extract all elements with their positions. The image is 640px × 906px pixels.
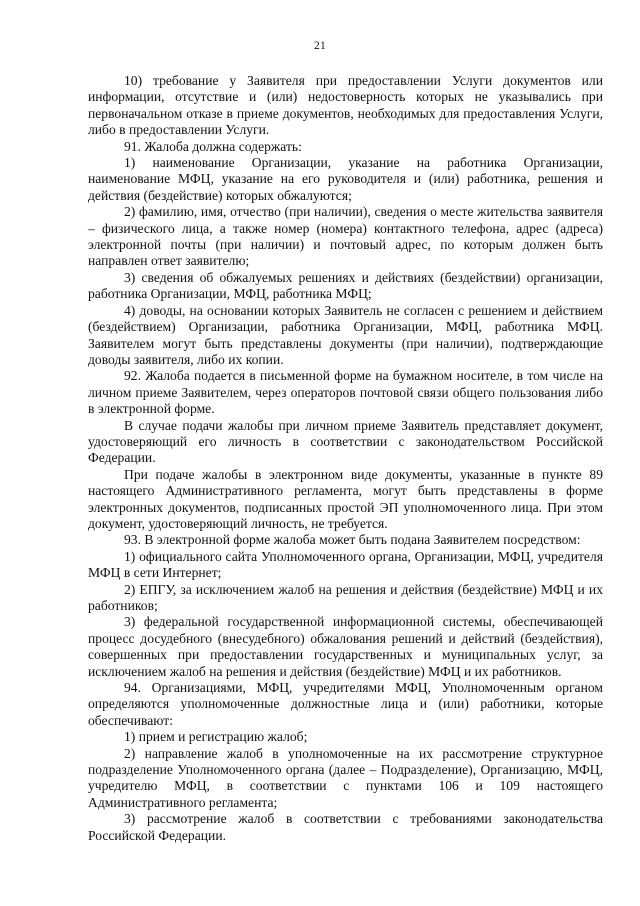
paragraph-93-item-2: 2) ЕПГУ, за исключением жалоб на решения и действия (бездействие) МФЦ и их работников; xyxy=(88,581,603,613)
paragraph-94-item-2: 2) направление жалоб в уполномоченные на их рассмотрение структурное подразделение Уполномоченного органа (далее – Подразделение), Организацию, МФЦ, учредителю МФЦ, в соответствии с пунктами 106 и 109 настоящего Административного регламента; xyxy=(88,745,603,810)
paragraph-93-item-3: 3) федеральной государственной информационной системы, обеспечивающей процесс досудебного (внесудебного) обжалования решений и действий (бездействия), совершенных при предоставлении государственных и муниципальных услуг, за исключением жалоб на решения и действия (бездействие) МФЦ и их работников. xyxy=(88,614,603,679)
paragraph-94-heading: 94. Организациями, МФЦ, учредителями МФЦ, Уполномоченным органом определяются уполномоченные должностные лица и (или) работники, которые обеспечивают: xyxy=(88,680,603,728)
paragraph-91-item-2: 2) фамилию, имя, отчество (при наличии), сведения о месте жительства заявителя – физического лица, а также номер (номера) контактного телефона, адрес (адреса) электронной почты (при наличии) и почтовый адрес, по которым должен быть направлен ответ заявителю; xyxy=(88,204,603,269)
paragraph-92-electronic-submission: При подаче жалобы в электронном виде документы, указанные в пункте 89 настоящего Административного регламента, могут быть представлены в форме электронных документов, подписанных простой ЭП уполномоченного лица. При этом документ, удостоверяющий личность, не требуется. xyxy=(88,466,603,531)
paragraph-94-item-1: 1) прием и регистрацию жалоб; xyxy=(124,729,308,745)
paragraph-92-personal-reception: В случае подачи жалобы при личном приеме Заявитель представляет документ, удостоверяющий его личность в соответствии с законодательством Российской Федерации. xyxy=(88,417,603,466)
paragraph-item-10-requirement: 10) требование у Заявителя при предоставлении Услуги документов или информации, отсутствие и (или) недостоверность которых не указывались при первоначальном отказе в приеме документов, необходимых для предоставления Услуги, либо в предоставлении Услуги. xyxy=(88,73,603,138)
paragraph-92: 92. Жалоба подается в письменной форме на бумажном носителе, в том числе на личном приеме Заявителем, через операторов почтовой связи общего пользования либо в электронной форме. xyxy=(88,368,603,417)
paragraph-91-heading: 91. Жалоба должна содержать: xyxy=(124,138,302,154)
page-number: 21 xyxy=(314,40,326,52)
paragraph-91-item-1: 1) наименование Организации, указание на работника Организации, наименование МФЦ, указание на его руководителя и (или) работника, решения и действия (бездействие) которых обжалуются; xyxy=(88,155,603,203)
paragraph-93-heading: 93. В электронной форме жалоба может быть подана Заявителем посредством: xyxy=(124,532,581,548)
paragraph-91-item-3: 3) сведения об обжалуемых решениях и действиях (бездействии) организации, работника Организации, МФЦ, работника МФЦ; xyxy=(88,269,603,302)
document-body xyxy=(88,73,603,844)
paragraph-91-item-4: 4) доводы, на основании которых Заявитель не согласен с решением и действием (бездействием) Организации, работника Организации, МФЦ, работника МФЦ. Заявителем могут быть представлены документы (при наличии), подтверждающие доводы заявителя, либо их копии. xyxy=(88,302,603,367)
paragraph-93-item-1: 1) официального сайта Уполномоченного органа, Организации, МФЦ, учредителя МФЦ в сети Интернет; xyxy=(88,548,603,581)
paragraph-94-item-3: 3) рассмотрение жалоб в соответствии с требованиями законодательства Российской Федерации. xyxy=(88,811,603,843)
